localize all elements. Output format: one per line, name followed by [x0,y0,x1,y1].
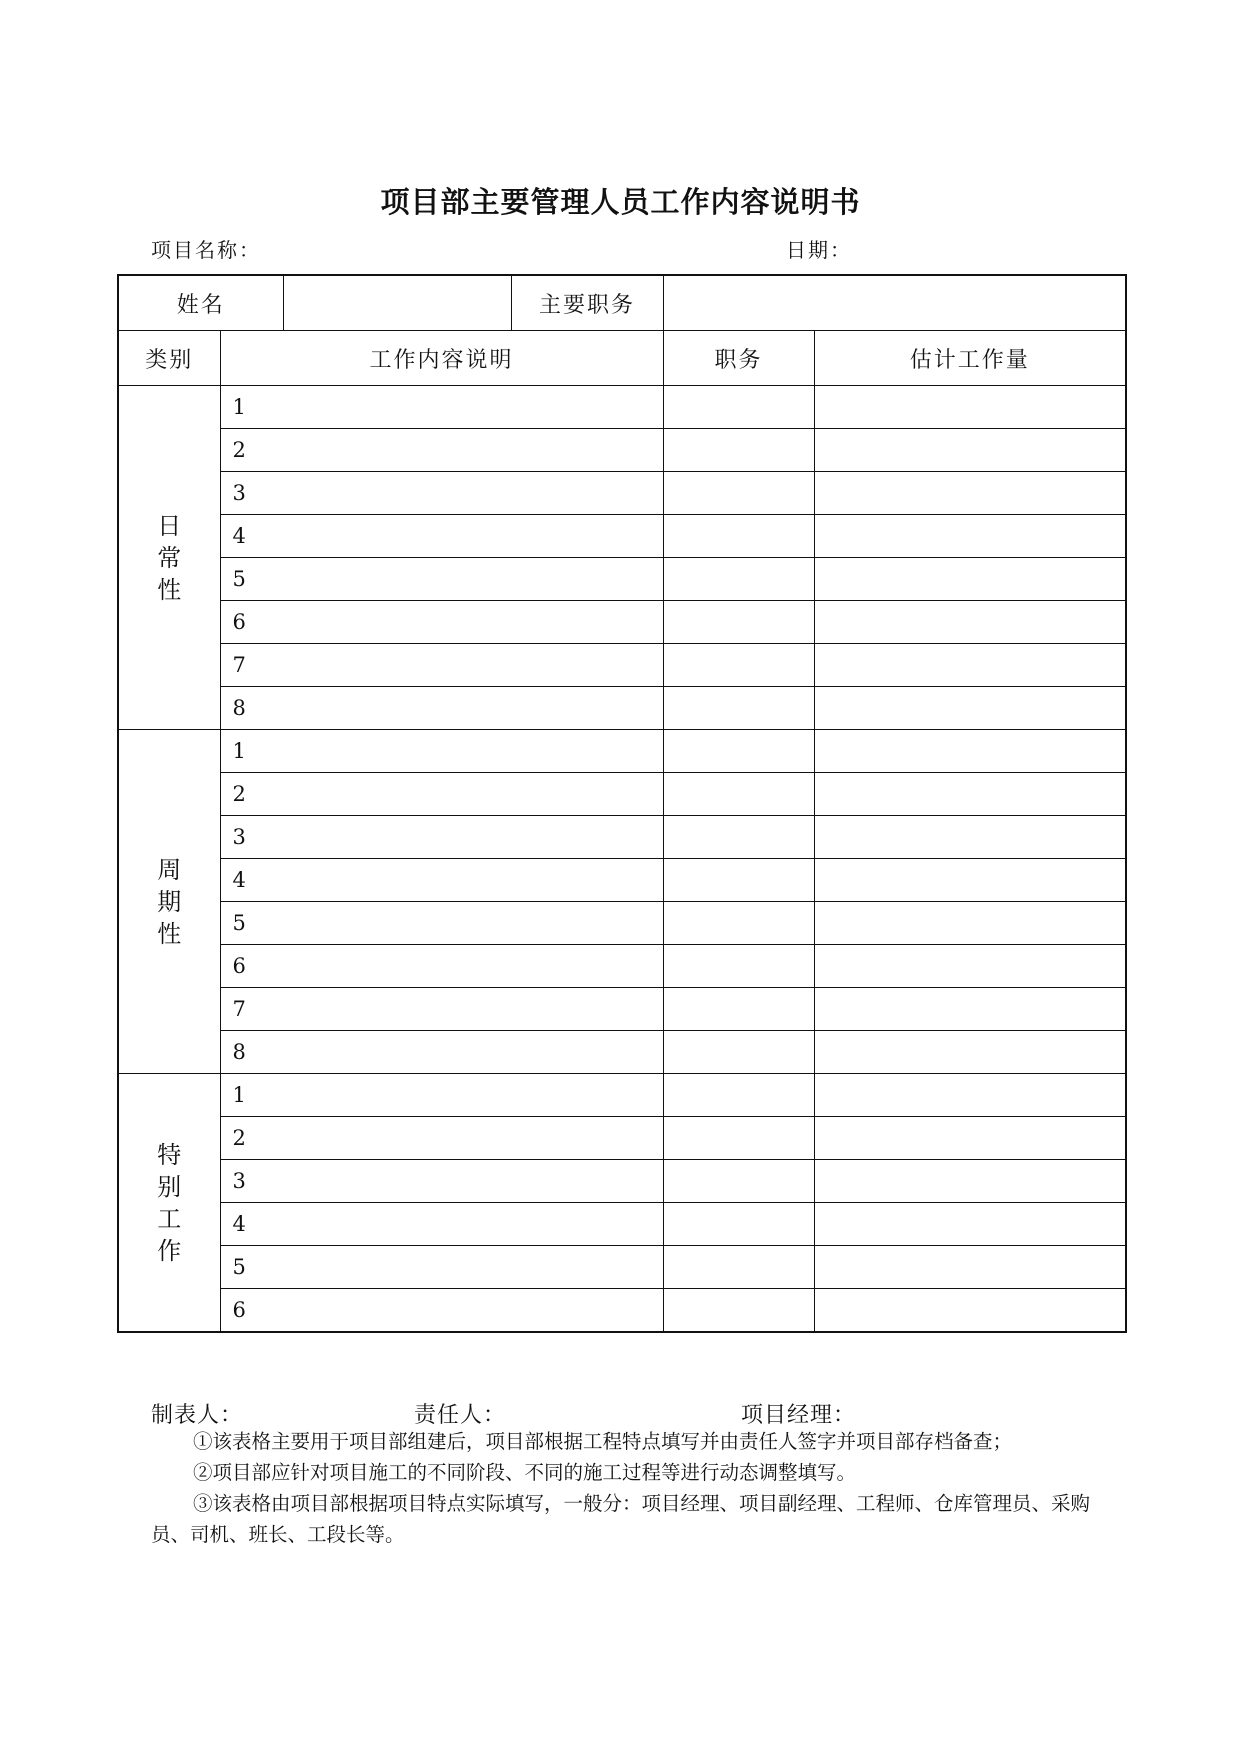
table-row [118,558,1126,601]
row-number: 6 [232,954,246,978]
manager-label: 项目经理： [741,1403,857,1428]
category-char: 周 [157,855,182,884]
work-content-table [117,274,1127,1333]
table-row [118,429,1126,472]
category-char: 性 [157,575,182,604]
content-cell[interactable] [220,730,663,773]
content-cell[interactable] [220,945,663,988]
content-cell[interactable] [220,1074,663,1117]
duty-cell[interactable] [663,902,814,945]
row-number: 8 [232,696,246,720]
duty-cell[interactable] [663,687,814,730]
workload-cell[interactable] [814,730,1126,773]
table-row [118,988,1126,1031]
table-row [118,1203,1126,1246]
content-cell[interactable] [220,472,663,515]
category-char: 性 [157,919,182,948]
table-row [118,859,1126,902]
row-number: 3 [232,825,246,849]
content-cell[interactable] [220,1246,663,1289]
table-row [118,1074,1126,1117]
content-cell[interactable] [220,429,663,472]
table-row [118,386,1126,429]
content-cell[interactable] [220,816,663,859]
name-label: 姓名 [118,275,283,331]
header-workload: 估计工作量 [814,331,1126,386]
workload-cell[interactable] [814,386,1126,429]
responsible-label: 责任人： [414,1403,507,1428]
table-row [118,1160,1126,1203]
project-name-label: 项目名称： [151,238,261,262]
duty-cell[interactable] [663,1160,814,1203]
duty-cell[interactable] [663,429,814,472]
workload-cell[interactable] [814,1117,1126,1160]
duty-cell[interactable] [663,386,814,429]
workload-cell[interactable] [814,1031,1126,1074]
content-cell[interactable] [220,558,663,601]
workload-cell[interactable] [814,687,1126,730]
row-number: 1 [232,395,246,419]
workload-cell[interactable] [814,859,1126,902]
row-number: 3 [232,481,246,505]
row-number: 3 [232,1169,246,1193]
content-cell[interactable] [220,1031,663,1074]
content-cell[interactable] [220,988,663,1031]
content-cell[interactable] [220,1203,663,1246]
header-category: 类别 [118,331,220,386]
duty-cell[interactable] [663,773,814,816]
row-number: 2 [232,438,246,462]
row-number: 1 [232,739,246,763]
category-char: 工 [157,1204,182,1233]
table-row [118,1031,1126,1074]
workload-cell[interactable] [814,1160,1126,1203]
row-number: 7 [232,997,246,1021]
workload-cell[interactable] [814,988,1126,1031]
row-number: 5 [232,567,246,591]
workload-cell[interactable] [814,1074,1126,1117]
table-row [118,687,1126,730]
page-title: 项目部主要管理人员工作内容说明书 [380,185,861,219]
duty-cell[interactable] [663,1203,814,1246]
category-char: 作 [157,1236,182,1265]
category-periodic [118,730,220,1074]
duty-cell[interactable] [663,1031,814,1074]
header-content: 工作内容说明 [220,331,663,386]
row-number: 4 [232,868,246,892]
workload-cell[interactable] [814,1289,1126,1333]
maker-label: 制表人： [151,1403,244,1428]
table-row [118,902,1126,945]
row-number: 4 [232,1212,246,1236]
workload-cell[interactable] [814,558,1126,601]
header-duty: 职务 [663,331,814,386]
table-row [118,945,1126,988]
note-3: ③该表格由项目部根据项目特点实际填写，一般分：项目经理、项目副经理、工程师、仓库管理员、采购员、司机、班长、工段长等。 [151,1492,1091,1546]
date-label: 日期： [786,238,852,262]
position-label: 主要职务 [511,275,663,331]
workload-cell[interactable] [814,1246,1126,1289]
workload-cell[interactable] [814,902,1126,945]
content-cell[interactable] [220,1289,663,1333]
duty-cell[interactable] [663,472,814,515]
row-number: 5 [232,911,246,935]
workload-cell[interactable] [814,601,1126,644]
workload-cell[interactable] [814,515,1126,558]
row-number: 4 [232,524,246,548]
row-number: 1 [232,1083,246,1107]
workload-cell[interactable] [814,816,1126,859]
table-row [118,644,1126,687]
workload-cell[interactable] [814,472,1126,515]
table-row [118,816,1126,859]
content-cell[interactable] [220,687,663,730]
category-special [118,1074,220,1333]
content-cell[interactable] [220,902,663,945]
row-number: 2 [232,782,246,806]
duty-cell[interactable] [663,730,814,773]
content-cell[interactable] [220,1160,663,1203]
name-row [118,275,1126,331]
duty-cell[interactable] [663,1246,814,1289]
workload-cell[interactable] [814,773,1126,816]
table-row [118,515,1126,558]
content-cell[interactable] [220,859,663,902]
row-number: 2 [232,1126,246,1150]
table-row [118,1289,1126,1333]
category-char: 日 [157,511,182,540]
content-cell[interactable] [220,601,663,644]
table-row [118,730,1126,773]
duty-cell[interactable] [663,1117,814,1160]
column-header-row [118,331,1126,386]
duty-cell[interactable] [663,601,814,644]
row-number: 8 [232,1040,246,1064]
duty-cell[interactable] [663,988,814,1031]
category-char: 别 [157,1172,182,1201]
note-2: ②项目部应针对项目施工的不同阶段、不同的施工过程等进行动态调整填写。 [193,1461,857,1484]
table-row [118,1246,1126,1289]
content-cell[interactable] [220,773,663,816]
category-daily [118,386,220,730]
notes [151,1426,1091,1550]
duty-cell[interactable] [663,644,814,687]
duty-cell[interactable] [663,816,814,859]
row-number: 6 [232,610,246,634]
table-row [118,601,1126,644]
name-field[interactable] [283,275,511,331]
row-number: 6 [232,1298,246,1322]
category-char: 常 [157,543,182,572]
duty-cell[interactable] [663,558,814,601]
workload-cell[interactable] [814,1203,1126,1246]
table-row [118,773,1126,816]
row-number: 7 [232,653,246,677]
workload-cell[interactable] [814,644,1126,687]
duty-cell[interactable] [663,945,814,988]
table-row [118,1117,1126,1160]
position-field[interactable] [663,275,1126,331]
table-row [118,472,1126,515]
duty-cell[interactable] [663,859,814,902]
duty-cell[interactable] [663,515,814,558]
workload-cell[interactable] [814,429,1126,472]
content-cell[interactable] [220,386,663,429]
content-cell[interactable] [220,644,663,687]
category-char: 期 [157,887,182,916]
note-1: ①该表格主要用于项目部组建后，项目部根据工程特点填写并由责任人签字并项目部存档备查； [193,1430,1013,1453]
content-cell[interactable] [220,515,663,558]
duty-cell[interactable] [663,1074,814,1117]
row-number: 5 [232,1255,246,1279]
workload-cell[interactable] [814,945,1126,988]
duty-cell[interactable] [663,1289,814,1333]
category-char: 特 [157,1140,182,1169]
content-cell[interactable] [220,1117,663,1160]
